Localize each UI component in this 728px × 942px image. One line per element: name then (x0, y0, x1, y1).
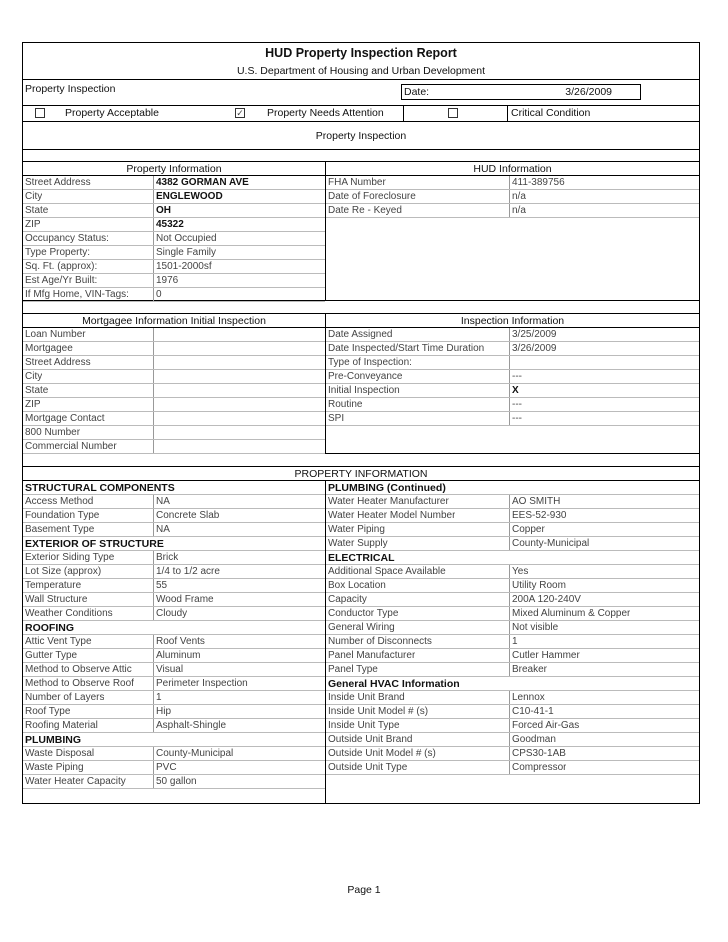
spacer-row (23, 301, 699, 314)
field-label: Outside Unit Brand (328, 734, 413, 745)
property-information-heading: Property Information (23, 162, 325, 176)
report-title: HUD Property Inspection Report (265, 46, 457, 60)
field-label: Conductor Type (328, 608, 399, 619)
table-row (326, 621, 699, 635)
section-heading: ELECTRICAL (328, 552, 395, 564)
field-value: C10-41-1 (512, 706, 554, 717)
mortgagee-inspection-block (23, 314, 699, 454)
field-label: Mortgagee (25, 343, 73, 354)
section-heading: General HVAC Information (328, 678, 460, 690)
field-label: Occupancy Status: (25, 233, 109, 244)
table-row (326, 593, 699, 607)
field-label: Routine (328, 399, 363, 410)
table-row (23, 649, 325, 663)
field-value: NA (156, 524, 170, 535)
field-value: 1976 (156, 275, 179, 286)
property-information-block (23, 467, 699, 804)
field-value: Goodman (512, 734, 556, 745)
field-value: Cloudy (156, 608, 188, 619)
field-value: Asphalt-Shingle (156, 720, 227, 731)
table-row (23, 274, 325, 288)
table-row (326, 523, 699, 537)
mortgagee-information-table (23, 314, 325, 454)
field-value: AO SMITH (512, 496, 561, 507)
property-inspection-date-row (23, 80, 699, 106)
property-information-table (23, 162, 325, 302)
table-row (23, 426, 325, 440)
table-row (326, 761, 699, 775)
table-row (23, 537, 325, 551)
field-label: Loan Number (25, 329, 86, 340)
field-value: Cutler Hammer (512, 650, 580, 661)
table-row (23, 328, 325, 342)
needs-attention-checkbox[interactable]: ✓ (236, 108, 244, 118)
field-value: County-Municipal (512, 538, 590, 549)
table-row (23, 232, 325, 246)
field-label: City (25, 191, 43, 202)
field-label: Roofing Material (25, 720, 98, 731)
field-value: Copper (512, 524, 545, 535)
table-row (23, 677, 325, 691)
field-label: Street Address (25, 177, 91, 188)
table-row (326, 719, 699, 733)
table-row (326, 398, 699, 412)
field-label: If Mfg Home, VIN-Tags: (25, 289, 129, 300)
table-row (326, 747, 699, 761)
table-row (23, 176, 325, 190)
table-row (326, 356, 699, 370)
field-label: Outside Unit Type (328, 762, 408, 773)
field-label: Lot Size (approx) (25, 566, 102, 577)
field-value: Wood Frame (156, 594, 214, 605)
field-value: Single Family (156, 247, 217, 258)
table-row (326, 565, 699, 579)
table-row (23, 342, 325, 356)
table-row (23, 412, 325, 426)
field-label: Additional Space Available (328, 566, 446, 577)
field-label: Foundation Type (25, 510, 100, 521)
field-value: --- (512, 371, 522, 382)
field-value: Not Occupied (156, 233, 217, 244)
field-label: Inside Unit Model # (s) (328, 706, 429, 717)
property-information-main-heading: PROPERTY INFORMATION (23, 467, 699, 481)
table-row (23, 495, 325, 509)
table-row (326, 328, 699, 342)
property-information-left-column (23, 481, 325, 789)
table-row (326, 551, 699, 565)
field-label: Exterior Siding Type (25, 552, 115, 563)
date-value: 3/26/2009 (565, 86, 612, 98)
field-value: 1501-2000sf (156, 261, 212, 272)
field-label: Basement Type (25, 524, 95, 535)
table-row (326, 190, 699, 204)
field-label: Method to Observe Attic (25, 664, 132, 675)
field-value: --- (512, 413, 522, 424)
field-label: Water Heater Capacity (25, 776, 126, 787)
field-label: Capacity (328, 594, 367, 605)
field-label: Street Address (25, 357, 91, 368)
property-hud-block (23, 162, 699, 301)
field-label: Inside Unit Type (328, 720, 400, 731)
table-row (23, 635, 325, 649)
field-label: Box Location (328, 580, 386, 591)
field-value: Aluminum (156, 650, 201, 661)
field-label: Number of Disconnects (328, 636, 432, 647)
field-label: Roof Type (25, 706, 71, 717)
date-label: Date: (404, 86, 430, 98)
field-value: 4382 GORMAN AVE (156, 177, 249, 188)
table-row (23, 551, 325, 565)
field-label: FHA Number (328, 177, 386, 188)
field-value: County-Municipal (156, 748, 234, 759)
table-row (23, 288, 325, 302)
table-row (23, 579, 325, 593)
section-heading: STRUCTURAL COMPONENTS (25, 482, 175, 494)
table-row (23, 509, 325, 523)
table-row (326, 370, 699, 384)
table-row (23, 775, 325, 789)
field-value: 50 gallon (156, 776, 197, 787)
property-acceptable-checkbox[interactable] (35, 108, 45, 118)
table-row (326, 635, 699, 649)
hud-information-heading: HUD Information (326, 162, 699, 176)
field-value: EES-52-930 (512, 510, 567, 521)
spacer-row (23, 454, 699, 467)
inspection-information-table (326, 314, 699, 426)
table-row (23, 621, 325, 635)
field-label: Waste Piping (25, 762, 84, 773)
section-heading: PLUMBING (25, 734, 81, 746)
field-label: SPI (328, 413, 345, 424)
field-label: Attic Vent Type (25, 636, 92, 647)
field-value: Not visible (512, 622, 559, 633)
needs-attention-label: Property Needs Attention (267, 107, 384, 119)
field-label: Date Inspected/Start Time Duration (328, 343, 485, 354)
field-value: Forced Air-Gas (512, 720, 580, 731)
field-label: ZIP (25, 219, 41, 230)
property-information-right-column (326, 481, 699, 775)
status-checkbox-row (23, 106, 699, 122)
field-label: Est Age/Yr Built: (25, 275, 98, 286)
field-value: PVC (156, 762, 177, 773)
hud-information-table (326, 162, 699, 218)
table-row (23, 384, 325, 398)
table-row (23, 719, 325, 733)
field-value: 45322 (156, 219, 184, 230)
field-value: Breaker (512, 664, 548, 675)
table-row (326, 677, 699, 691)
table-row (326, 537, 699, 551)
table-row (23, 691, 325, 705)
table-row (23, 398, 325, 412)
field-value: Visual (156, 664, 184, 675)
table-row (326, 412, 699, 426)
field-value: 1 (512, 636, 518, 647)
field-value: Concrete Slab (156, 510, 220, 521)
table-row (326, 663, 699, 677)
field-value: 3/25/2009 (512, 329, 557, 340)
field-value: Lennox (512, 692, 545, 703)
table-row (23, 246, 325, 260)
field-value: 3/26/2009 (512, 343, 557, 354)
table-row (326, 204, 699, 218)
table-row (23, 190, 325, 204)
field-label: Water Piping (328, 524, 385, 535)
field-value: X (512, 385, 519, 396)
field-value: Hip (156, 706, 172, 717)
critical-condition-label: Critical Condition (511, 107, 591, 119)
field-value: Utility Room (512, 580, 566, 591)
table-row (326, 176, 699, 190)
table-row (23, 523, 325, 537)
table-row (326, 509, 699, 523)
field-label: Initial Inspection (328, 385, 400, 396)
field-label: Water Heater Model Number (328, 510, 456, 521)
table-row (326, 579, 699, 593)
table-row (326, 481, 699, 495)
table-row (23, 663, 325, 677)
field-label: Wall Structure (25, 594, 88, 605)
field-value: 200A 120-240V (512, 594, 581, 605)
field-label: 800 Number (25, 427, 81, 438)
mortgagee-heading: Mortgagee Information Initial Inspection (23, 314, 325, 328)
property-acceptable-label: Property Acceptable (65, 107, 159, 119)
section-heading: PLUMBING (Continued) (328, 482, 446, 494)
table-row (326, 705, 699, 719)
table-row (326, 495, 699, 509)
field-label: Inside Unit Brand (328, 692, 405, 703)
table-row (23, 705, 325, 719)
field-label: Type Property: (25, 247, 91, 258)
table-row (23, 607, 325, 621)
field-value: Mixed Aluminum & Copper (512, 608, 631, 619)
table-row (23, 747, 325, 761)
field-label: Mortgage Contact (25, 413, 105, 424)
field-label: ZIP (25, 399, 41, 410)
field-label: Sq. Ft. (approx): (25, 261, 98, 272)
table-row (23, 481, 325, 495)
field-label: Water Supply (328, 538, 388, 549)
field-label: Weather Conditions (25, 608, 113, 619)
field-value: 411-389756 (512, 177, 565, 188)
field-label: Number of Layers (25, 692, 105, 703)
field-value: Yes (512, 566, 529, 577)
field-value: 1 (156, 692, 162, 703)
inspection-report-form (22, 42, 700, 804)
field-label: Access Method (25, 496, 94, 507)
field-label: Temperature (25, 580, 82, 591)
field-value: Perimeter Inspection (156, 678, 248, 689)
field-label: State (25, 385, 49, 396)
field-label: Commercial Number (25, 441, 117, 452)
critical-condition-checkbox[interactable] (448, 108, 458, 118)
field-value: --- (512, 399, 522, 410)
field-label: Method to Observe Roof (25, 678, 134, 689)
section-heading: EXTERIOR OF STRUCTURE (25, 538, 164, 550)
spacer-row (23, 150, 699, 162)
table-row (23, 204, 325, 218)
field-label: Gutter Type (25, 650, 78, 661)
field-value: OH (156, 205, 171, 216)
table-row (326, 342, 699, 356)
field-label: Waste Disposal (25, 748, 95, 759)
field-value: Compressor (512, 762, 567, 773)
field-label: Type of Inspection: (328, 357, 412, 368)
date-field[interactable] (401, 84, 641, 100)
table-row (23, 260, 325, 274)
table-row (23, 356, 325, 370)
field-label: City (25, 371, 43, 382)
table-row (23, 593, 325, 607)
field-value: NA (156, 496, 170, 507)
section-heading: ROOFING (25, 622, 74, 634)
inspection-heading: Inspection Information (326, 314, 699, 328)
field-value: 1/4 to 1/2 acre (156, 566, 220, 577)
section-title-row: Property Inspection (23, 122, 699, 150)
table-row (326, 733, 699, 747)
field-label: General Wiring (328, 622, 395, 633)
table-row (23, 733, 325, 747)
field-value: Brick (156, 552, 179, 563)
field-value: 55 (156, 580, 168, 591)
field-label: Outside Unit Model # (s) (328, 748, 436, 759)
table-row (23, 370, 325, 384)
table-row (23, 440, 325, 454)
field-label: Date Re - Keyed (328, 205, 402, 216)
property-inspection-label: Property Inspection (25, 83, 116, 95)
table-row (326, 691, 699, 705)
table-row (326, 384, 699, 398)
field-value: ENGLEWOOD (156, 191, 223, 202)
field-value: Roof Vents (156, 636, 205, 647)
table-row (326, 649, 699, 663)
field-label: Panel Manufacturer (328, 650, 416, 661)
field-label: Panel Type (328, 664, 378, 675)
field-value: n/a (512, 205, 526, 216)
field-label: Pre-Conveyance (328, 371, 403, 382)
field-label: Date of Foreclosure (328, 191, 416, 202)
page-number: Page 1 (347, 884, 381, 896)
field-label: Water Heater Manufacturer (328, 496, 449, 507)
field-value: 0 (156, 289, 162, 300)
field-label: Date Assigned (328, 329, 393, 340)
table-row (23, 761, 325, 775)
table-row (23, 565, 325, 579)
field-value: CPS30-1AB (512, 748, 566, 759)
table-row (23, 218, 325, 232)
report-subtitle: U.S. Department of Housing and Urban Development (23, 63, 699, 80)
field-value: n/a (512, 191, 526, 202)
table-row (326, 607, 699, 621)
field-label: State (25, 205, 49, 216)
